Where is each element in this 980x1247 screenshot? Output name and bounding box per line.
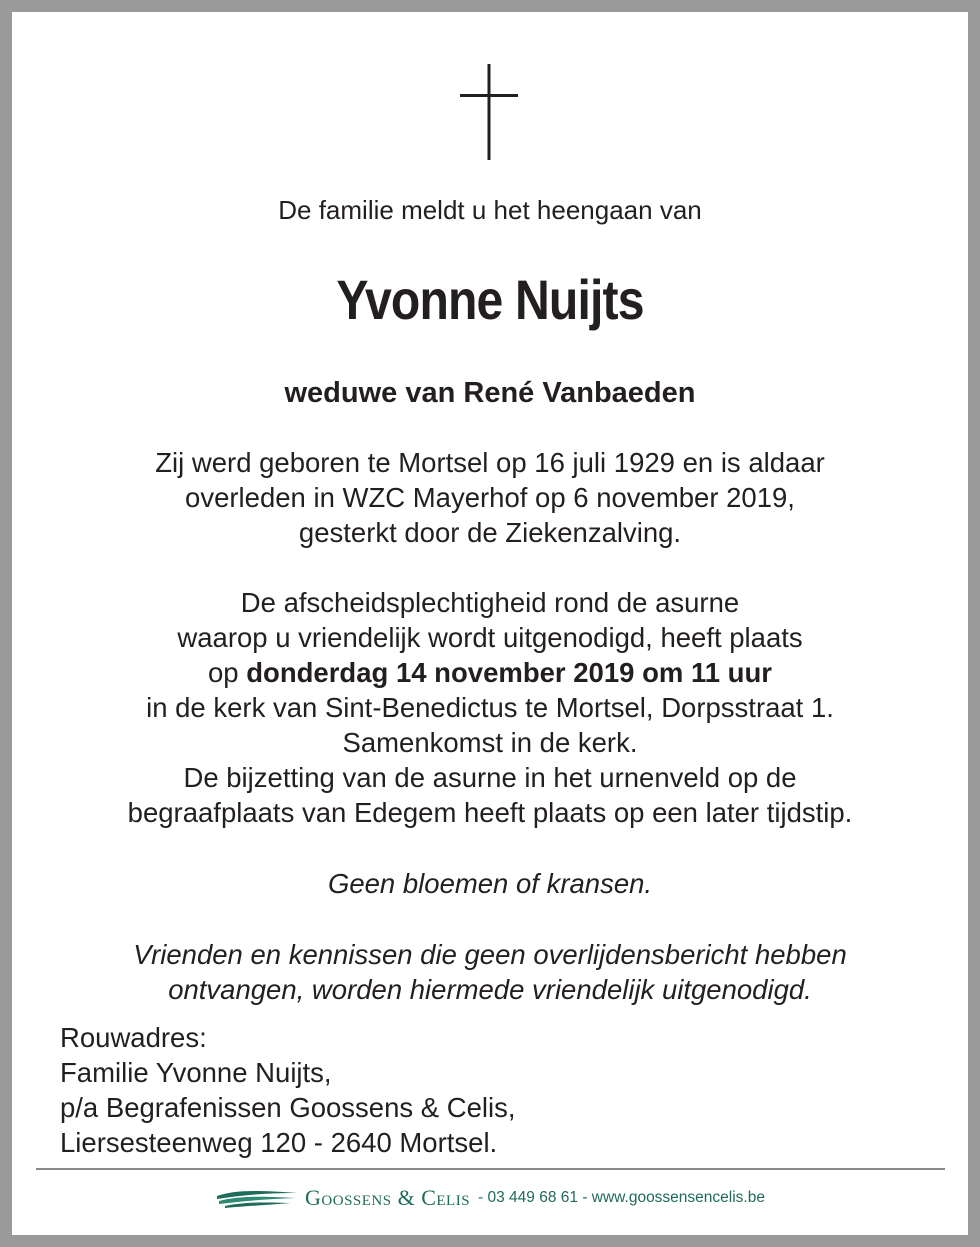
- friends-paragraph: [12, 937, 968, 1007]
- address-line: Rouwadres:: [60, 1022, 207, 1053]
- paragraph-line: begraafplaats van Edegem heeft plaats op een later tijdstip.: [127, 797, 853, 828]
- brand-name: Goossens & Celis: [305, 1185, 471, 1210]
- paragraph-line: De bijzetting van de asurne in het urnenveld op de: [183, 762, 797, 793]
- address-line: p/a Begrafenissen Goossens & Celis,: [60, 1092, 516, 1123]
- mourning-address: [60, 1020, 516, 1160]
- address-line: Liersesteenweg 120 - 2640 Mortsel.: [60, 1127, 498, 1158]
- ceremony-date-line: [12, 655, 968, 690]
- intro-text: De familie meldt u het heengaan van: [278, 195, 702, 225]
- deceased-name: Yvonne Nuijts: [336, 268, 644, 331]
- contact-info: - 03 449 68 61 - www.goossensencelis.be: [478, 1189, 765, 1206]
- no-flowers-text: Geen bloemen of kransen.: [327, 868, 653, 899]
- ceremony-paragraph: [12, 585, 968, 830]
- paragraph-line: overleden in WZC Mayerhof op 6 november 2019,: [185, 482, 795, 513]
- footer: [12, 1178, 968, 1218]
- widow-of-text: weduwe van René Vanbaeden: [284, 377, 696, 409]
- date-prefix: op: [208, 657, 247, 688]
- paragraph-line: waarop u vriendelijk wordt uitgenodigd, heeft plaats: [177, 622, 803, 653]
- paragraph-line: Samenkomst in de kerk.: [342, 727, 638, 758]
- footer-divider: [36, 1168, 945, 1170]
- paragraph-line: in de kerk van Sint-Benedictus te Mortsel, Dorpsstraat 1.: [146, 692, 834, 723]
- paragraph-line: Vrienden en kennissen die geen overlijdensbericht hebben: [133, 939, 847, 970]
- obituary-card: [12, 12, 968, 1235]
- cross-icon: [460, 64, 520, 160]
- birth-death-paragraph: [12, 445, 968, 550]
- paragraph-line: gesterkt door de Ziekenzalving.: [298, 517, 682, 548]
- paragraph-line: ontvangen, worden hiermede vriendelijk uitgenodigd.: [168, 974, 812, 1005]
- ceremony-date: donderdag 14 november 2019 om 11 uur: [246, 657, 772, 688]
- paragraph-line: De afscheidsplechtigheid rond de asurne: [240, 587, 740, 618]
- address-line: Familie Yvonne Nuijts,: [60, 1057, 332, 1088]
- paragraph-line: Zij werd geboren te Mortsel op 16 juli 1929 en is aldaar: [155, 447, 825, 478]
- waves-logo-icon: [215, 1187, 299, 1209]
